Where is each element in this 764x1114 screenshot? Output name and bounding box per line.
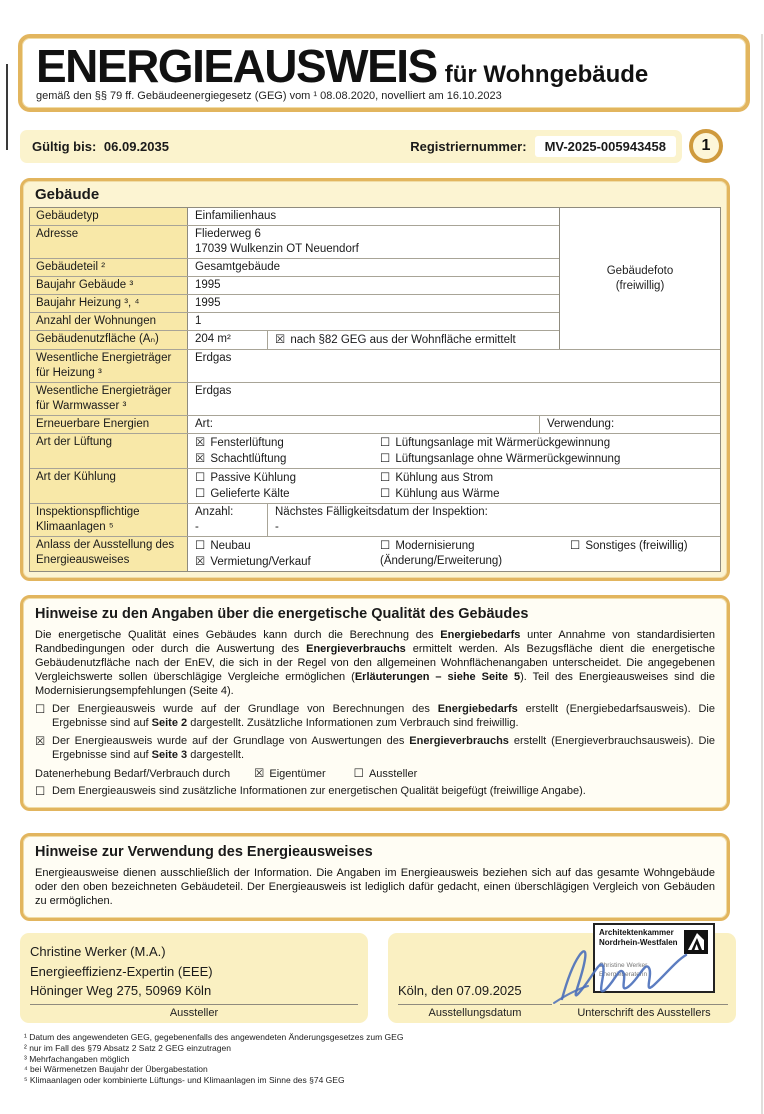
row-label: Inspektionspflichtige Klimaanlagen ⁵	[30, 504, 188, 536]
faelligkeit-label: Nächstes Fälligkeitsdatum der Inspektion:	[275, 506, 488, 518]
checkbox-mark-icon: ☐	[570, 538, 581, 552]
nutzflaeche-value: 204 m²	[188, 331, 268, 349]
checkbox-kuehlung-strom[interactable]	[380, 470, 709, 486]
row-anlass	[30, 536, 720, 571]
checkbox-schachtlueftung[interactable]	[195, 451, 362, 467]
address-line-1: Fliederweg 6	[195, 228, 261, 240]
row-baujahr-heizung	[30, 294, 559, 312]
checkbox-label: Vermietung/Verkauf	[210, 556, 311, 568]
row-baujahr-gebaeude	[30, 276, 559, 294]
checkbox-vermietung-verkauf[interactable]	[195, 554, 362, 570]
bullet-text: Der Energieausweis wurde auf der Grundlage von Auswertungen des Energieverbrauchs erstellt (Energieverbrauchsausweis). Die Ergebnisse sind auf Seite 3 dargestellt.	[52, 735, 716, 761]
issuer-box	[20, 933, 368, 1023]
issuer-qualification: Energieeffizienz-Expertin (EEE)	[30, 963, 213, 979]
row-energietraeger-heizung	[30, 349, 720, 382]
row-label: Baujahr Heizung ³, ⁴	[30, 295, 188, 312]
title-row	[36, 42, 734, 90]
row-wohnungen	[30, 312, 559, 330]
row-label: Anzahl der Wohnungen	[30, 313, 188, 330]
checkbox-kuehlung-waerme[interactable]	[380, 486, 709, 502]
validity-bar	[20, 130, 682, 163]
checkbox-fensterlueftung[interactable]	[195, 435, 362, 451]
checkbox-mark-icon[interactable]: ☐	[35, 784, 46, 798]
stamp-line-4: Energieberaterin	[599, 971, 648, 978]
checkbox-label: Gelieferte Kälte	[210, 488, 290, 500]
row-label: Gebäudeteil ²	[30, 259, 188, 276]
row-value: 1995	[195, 297, 221, 309]
issuer-name: Christine Werker (M.A.)	[30, 944, 166, 959]
row-gebaeudetyp	[30, 208, 559, 225]
checkbox-mark-icon: ☒	[254, 766, 265, 780]
anzahl-label: Anzahl:	[195, 506, 234, 518]
checkbox-gelieferte-kaelte[interactable]	[195, 486, 362, 502]
issuer-rule	[30, 1004, 358, 1005]
row-klimaanlagen	[30, 503, 720, 536]
datenerhebung-line	[35, 766, 715, 780]
klima-faelligkeit	[268, 504, 720, 536]
checkbox-wohnflaeche[interactable]	[275, 332, 516, 348]
checkbox-lueftung-mit-wrg[interactable]	[380, 435, 709, 451]
issuer-caption: Aussteller	[169, 1006, 219, 1019]
checkbox-mark-icon: ☐	[353, 766, 364, 780]
checkbox-eigentuemer[interactable]	[254, 766, 326, 780]
hints-usage-title: Hinweise zur Verwendung des Energieausweises	[35, 844, 373, 860]
checkbox-mark-icon: ☐	[380, 435, 391, 449]
row-label: Gebäudenutzfläche (Aₙ)	[30, 331, 188, 349]
issue-date: Köln, den 07.09.2025	[398, 983, 522, 998]
faelligkeit-value[interactable]: -	[275, 521, 279, 533]
scan-artifact-line	[6, 64, 8, 150]
issue-date-block	[388, 933, 556, 1023]
date-rule	[398, 1004, 552, 1005]
row-label: Art der Kühlung	[30, 469, 188, 503]
checkbox-label: Kühlung aus Wärme	[395, 488, 500, 500]
checkbox-mark-icon[interactable]: ☒	[35, 734, 46, 748]
row-value: Erdgas	[195, 385, 232, 397]
checkbox-mark-icon: ☐	[195, 538, 206, 552]
checkbox-label: Lüftungsanlage mit Wärmerückgewinnung	[395, 437, 611, 449]
row-label: Gebäudetyp	[30, 208, 188, 225]
hints-quality-title: Hinweise zu den Angaben über die energetische Qualität des Gebäudes	[35, 606, 529, 622]
checkbox-mark-icon: ☐	[195, 470, 206, 484]
checkbox-label: Neubau	[210, 540, 251, 552]
datenerhebung-label: Datenerhebung Bedarf/Verbrauch durch	[35, 768, 231, 780]
erneuerbare-verwendung[interactable]: Verwendung:	[547, 418, 615, 430]
footnote-3: ³ Mehrfachangaben möglich	[24, 1053, 130, 1064]
scan-edge-shadow	[761, 34, 763, 1114]
erneuerbare-art[interactable]: Art:	[188, 416, 540, 433]
checkbox-mark-icon: ☐	[380, 451, 391, 465]
checkbox-label: Kühlung aus Strom	[395, 472, 494, 484]
date-signature-box	[388, 928, 736, 1023]
bullet-zusatzinfo	[35, 784, 715, 798]
checkbox-mark-icon: ☐	[195, 486, 206, 500]
photo-note-line-2: (freiwillig)	[615, 279, 665, 292]
page-number-badge: 1	[689, 129, 723, 163]
bullet-energieverbrauch	[35, 734, 715, 762]
validity-row	[20, 129, 764, 163]
row-art-der-kuehlung	[30, 468, 720, 503]
handwritten-signature	[548, 933, 708, 1011]
row-value: Einfamilienhaus	[195, 210, 277, 222]
checkbox-mark-icon: ☒	[195, 435, 206, 449]
hints-usage-text: Energieausweise dienen ausschließlich der Information. Die Angaben im Energieausweis beziehen sich auf das gesamte Wohngebäude oder den oben bezeichneten Gebäudeteil. Der Energieausweis ist lediglich dafür gedacht, einen überschlägigen Vergleich von Gebäuden zu ermöglichen.	[35, 867, 715, 907]
header-box	[18, 34, 750, 112]
building-table	[29, 207, 721, 572]
bullet-text: Dem Energieausweis sind zusätzliche Informationen zur energetischen Qualität beigefügt (freiwillige Angabe).	[52, 785, 586, 797]
anzahl-value[interactable]: -	[195, 521, 199, 533]
footnote-5: ⁵ Klimaanlagen oder kombinierte Lüftungs- und Klimaanlagen im Sinne des §74 GEG	[24, 1075, 345, 1086]
valid-until-date: 06.09.2035	[103, 138, 169, 154]
stamp-line-2: Nordrhein-Westfalen	[599, 937, 678, 947]
checkbox-neubau[interactable]	[195, 538, 362, 554]
registration	[410, 136, 676, 157]
row-label: Art der Lüftung	[30, 434, 188, 468]
row-label: Adresse	[30, 226, 188, 258]
footnote-2: ² nur im Fall des §79 Absatz 2 Satz 2 GEG einzutragen	[24, 1042, 231, 1053]
footer	[20, 928, 744, 1023]
hints-usage-section	[20, 833, 730, 921]
hints-quality-intro: Die energetische Qualität eines Gebäudes kann durch die Berechnung des Energiebedarfs unter Annahme von standardisierten Randbedingungen oder durch die Auswertung des Energieverbrauchs ermittelt werden. Als Bezugsfläche dient die energetische Gebäudenutzfläche nach der EnEV, die sich in der Regel von den allgemeinen Wohnflächenangaben unterscheidet. Die angegebenen Vergleichswerte sollen überschlägige Vergleiche ermöglichen (Erläuterungen – siehe Seite 5). Teil des Energieausweises sind die Modernisierungsempfehlungen (Seite 4).	[35, 629, 715, 697]
checkbox-label: Sonstiges (freiwillig)	[585, 540, 688, 552]
checkbox-label: nach §82 GEG aus der Wohnfläche ermittelt	[290, 334, 516, 346]
document-title: ENERGIEAUSWEIS	[36, 40, 437, 92]
klima-anzahl	[188, 504, 268, 536]
registration-number: MV-2025-005943458	[535, 136, 676, 157]
row-label: Anlass der Ausstellung des Energieausweises	[30, 537, 188, 571]
row-value: Gesamtgebäude	[195, 261, 281, 273]
row-label: Baujahr Gebäude ³	[30, 277, 188, 294]
stamp-line-1: Architektenkammer	[599, 928, 674, 937]
footnote-1: ¹ Datum des angewendeten GEG, gegebenenfalls des angewendeten Änderungsgesetzes zum GEG	[24, 1032, 404, 1042]
address-line-2: 17039 Wulkenzin OT Neuendorf	[195, 243, 359, 255]
checkbox-label: Schachtlüftung	[210, 453, 287, 465]
building-section	[20, 178, 730, 581]
row-value: 1	[195, 315, 202, 327]
nutzflaeche-check	[268, 331, 559, 349]
row-label: Wesentliche Energieträger für Heizung ³	[30, 350, 188, 382]
photo-note-line-1: Gebäudefoto	[606, 264, 674, 277]
hints-quality-section	[20, 595, 730, 811]
bullet-text: Der Energieausweis wurde auf der Grundlage von Berechnungen des Energiebedarfs erstellt (Energiebedarfsausweis). Die Ergebnisse sind auf Seite 2 dargestellt. Zusätzliche Informationen zum Verbrauch sind freiwillig.	[52, 703, 715, 729]
checkbox-label: Passive Kühlung	[210, 472, 296, 484]
row-energietraeger-warmwasser	[30, 382, 720, 415]
modernisierung-subtext: (Änderung/Erweiterung)	[380, 555, 503, 567]
law-reference-line: gemäß den §§ 79 ff. Gebäudeenergiegesetz (GEG) vom ¹ 08.08.2020, novelliert am 16.10.2023	[36, 90, 502, 102]
checkbox-label: Modernisierung	[395, 540, 475, 552]
valid-until-label: Gültig bis:	[32, 138, 97, 154]
checkbox-sonstiges[interactable]	[570, 538, 709, 554]
issuer-address: Höninger Weg 275, 50969 Köln	[30, 983, 212, 998]
valid-until	[32, 139, 169, 154]
row-nutzflaeche	[30, 330, 559, 349]
row-label: Erneuerbare Energien	[30, 416, 188, 433]
bullet-energiebedarf	[35, 702, 715, 730]
row-erneuerbare-energien	[30, 415, 720, 433]
document-title-suffix: für Wohngebäude	[444, 61, 649, 88]
footnotes	[24, 1032, 764, 1086]
checkbox-aussteller[interactable]	[354, 766, 418, 780]
checkbox-mark-icon: ☒	[275, 332, 286, 346]
row-gebaeudeteil	[30, 258, 559, 276]
checkbox-lueftung-ohne-wrg[interactable]	[380, 451, 709, 467]
footnote-4: ⁴ bei Wärmenetzen Baujahr der Übergabestation	[24, 1064, 208, 1075]
checkbox-label: Eigentümer	[269, 768, 326, 780]
row-adresse	[30, 225, 559, 258]
checkbox-modernisierung[interactable]	[380, 538, 552, 554]
checkbox-mark-icon: ☐	[380, 470, 391, 484]
checkbox-label: Fensterlüftung	[210, 437, 284, 449]
checkbox-label: Aussteller	[368, 768, 418, 780]
checkbox-mark-icon: ☐	[380, 538, 391, 552]
row-art-der-lueftung	[30, 433, 720, 468]
registration-label: Registriernummer:	[410, 138, 527, 154]
row-label: Wesentliche Energieträger für Warmwasser ³	[30, 383, 188, 415]
energieausweis-page-1	[0, 34, 764, 1114]
date-caption: Ausstellungsdatum	[428, 1007, 522, 1019]
building-photo-placeholder	[559, 208, 720, 349]
signature-caption: Unterschrift des Ausstellers	[577, 1007, 711, 1019]
checkbox-passive-kuehlung[interactable]	[195, 470, 362, 486]
checkbox-label: Lüftungsanlage ohne Wärmerückgewinnung	[395, 453, 621, 465]
checkbox-mark-icon[interactable]: ☐	[35, 702, 46, 716]
building-section-title: Gebäude	[35, 186, 100, 203]
checkbox-mark-icon: ☒	[195, 451, 206, 465]
row-value	[188, 226, 559, 258]
checkbox-mark-icon: ☐	[380, 486, 391, 500]
row-value: Erdgas	[195, 352, 232, 364]
checkbox-mark-icon: ☒	[195, 554, 206, 568]
stamp-line-3: Christine Werker	[599, 962, 648, 969]
row-value: 1995	[195, 279, 221, 291]
